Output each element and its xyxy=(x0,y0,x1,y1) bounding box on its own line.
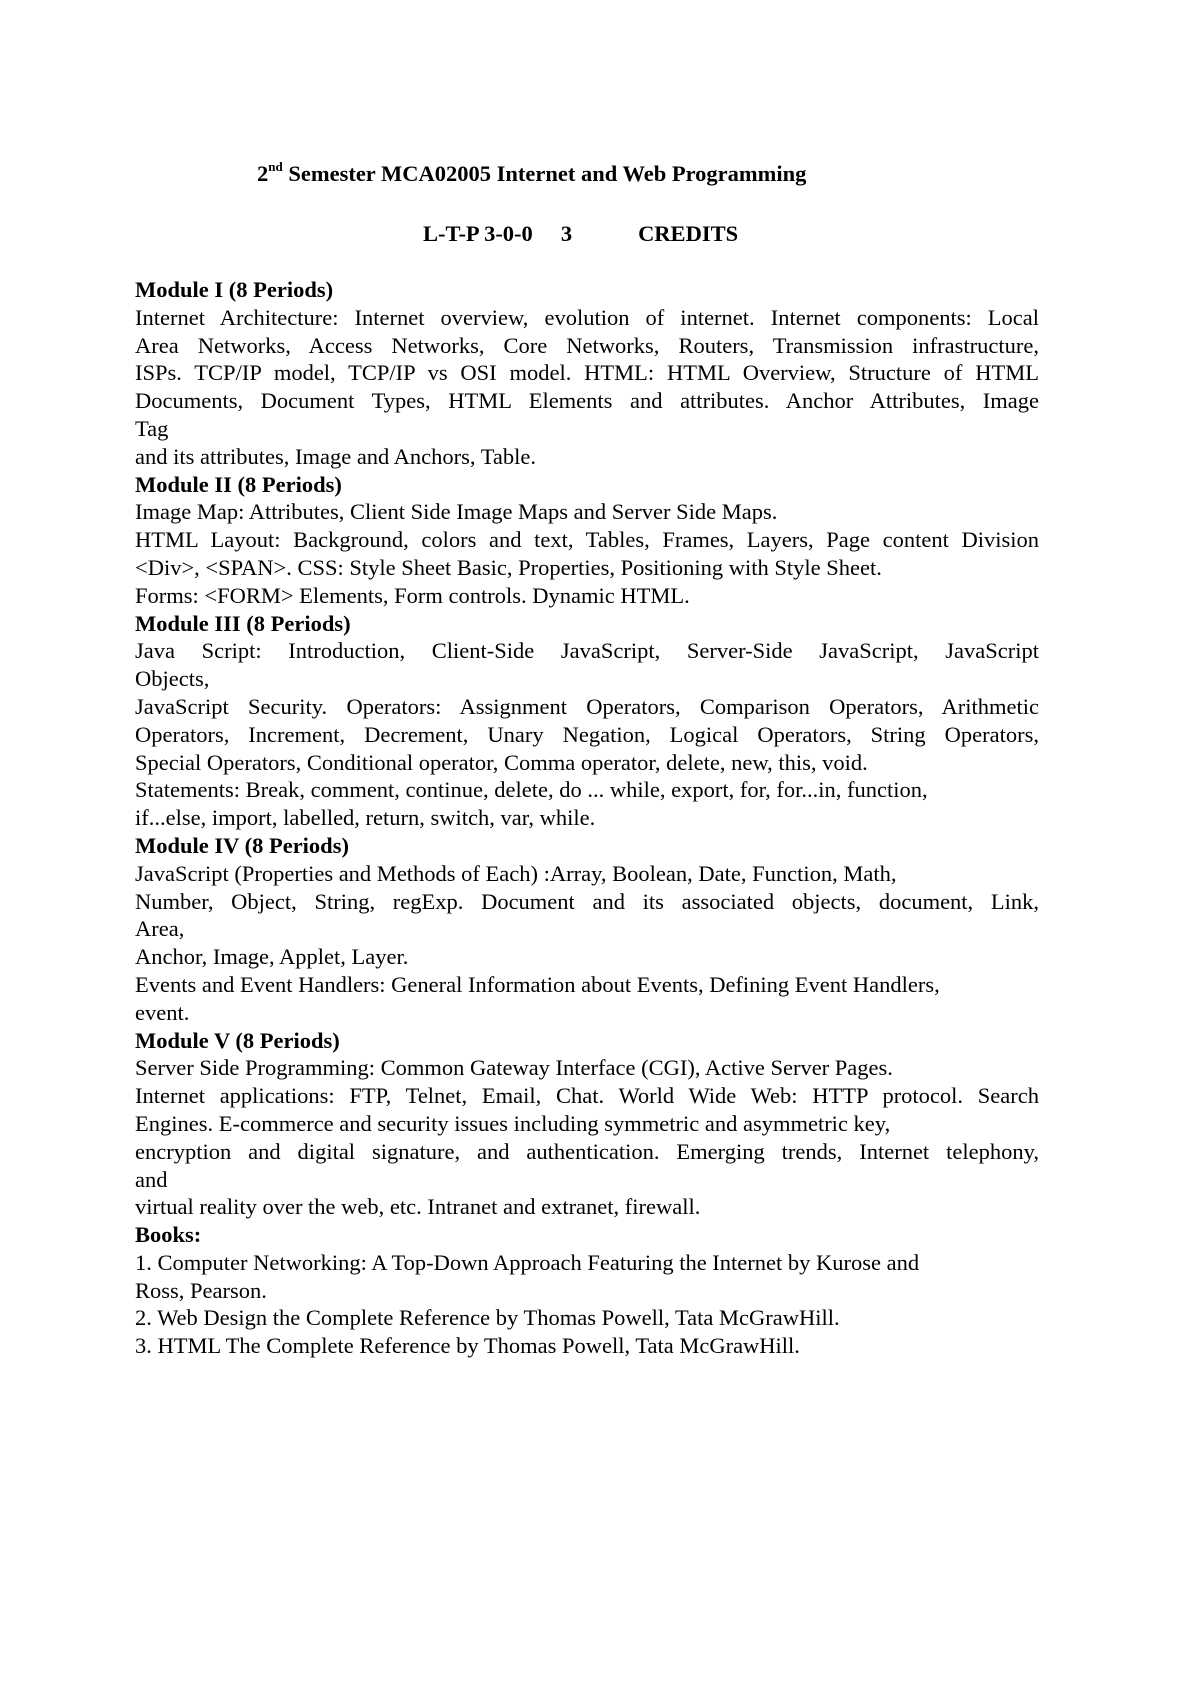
module-1-line: Internet Architecture: Internet overview, evolution of internet. Internet components: Local xyxy=(135,304,1039,330)
module-1-line: ISPs. TCP/IP model, TCP/IP vs OSI model. HTML: HTML Overview, Structure of HTML xyxy=(135,360,1039,386)
module-1-line: and its attributes, Image and Anchors, Table. xyxy=(135,443,537,469)
module-4-line: Number, Object, String, regExp. Document and its associated objects, document, Link, xyxy=(135,888,1039,914)
module-1-heading: Module I (8 Periods) xyxy=(135,277,334,302)
module-2-line: Forms: <FORM> Elements, Form controls. Dynamic HTML. xyxy=(135,582,690,608)
module-1-line: Tag xyxy=(135,415,169,441)
module-2-heading: Module II (8 Periods) xyxy=(135,471,342,497)
module-1-line: Area Networks, Access Networks, Core Networks, Routers, Transmission infrastructure, xyxy=(135,332,1039,358)
ltp-label: L-T-P xyxy=(423,221,479,246)
module-5-line: Server Side Programming: Common Gateway Interface (CGI), Active Server Pages. xyxy=(135,1055,893,1081)
credits-label: CREDITS xyxy=(638,221,739,246)
module-2-line: HTML Layout: Background, colors and text, Tables, Frames, Layers, Page content Division xyxy=(135,527,1039,553)
module-4-line: Anchor, Image, Applet, Layer. xyxy=(135,944,409,970)
module-3-heading: Module III (8 Periods) xyxy=(135,610,351,636)
module-5-line: encryption and digital signature, and authentication. Emerging trends, Internet telephony, xyxy=(135,1138,1039,1164)
course-title xyxy=(257,160,806,188)
module-5-heading: Module V (8 Periods) xyxy=(135,1027,340,1053)
module-2-line: Image Map: Attributes, Client Side Image Maps and Server Side Maps. xyxy=(135,499,778,525)
module-3-line: Operators, Increment, Decrement, Unary Negation, Logical Operators, String Operators, xyxy=(135,721,1039,747)
book-item: Ross, Pearson. xyxy=(135,1277,267,1303)
credit-number: 3 xyxy=(560,221,573,246)
module-4-line: JavaScript (Properties and Methods of Each) :Array, Boolean, Date, Function, Math, xyxy=(135,860,897,886)
book-item: 3. HTML The Complete Reference by Thomas Powell, Tata McGrawHill. xyxy=(135,1333,800,1359)
module-4-line: Area, xyxy=(135,916,185,942)
module-5-line: Engines. E-commerce and security issues including symmetric and asymmetric key, xyxy=(135,1110,891,1136)
credits-line xyxy=(423,220,738,248)
book-item: 1. Computer Networking: A Top-Down Approach Featuring the Internet by Kurose and xyxy=(135,1249,920,1275)
module-3-line: Statements: Break, comment, continue, delete, do ... while, export, for, for...in, function, xyxy=(135,777,928,803)
module-3-line: Objects, xyxy=(135,666,210,692)
module-5-line: virtual reality over the web, etc. Intranet and extranet, firewall. xyxy=(135,1194,701,1220)
module-4-line: event. xyxy=(135,999,190,1025)
book-item: 2. Web Design the Complete Reference by Thomas Powell, Tata McGrawHill. xyxy=(135,1305,840,1331)
module-3-line: JavaScript Security. Operators: Assignment Operators, Comparison Operators, Arithmetic xyxy=(135,693,1039,719)
course-title-text: Semester MCA02005 Internet and Web Programming xyxy=(282,161,807,186)
semester-suffix: nd xyxy=(268,159,283,174)
module-2-line: <Div>, <SPAN>. CSS: Style Sheet Basic, Properties, Positioning with Style Sheet. xyxy=(135,554,882,580)
module-3-line: Java Script: Introduction, Client-Side JavaScript, Server-Side JavaScript, JavaScript xyxy=(135,638,1039,664)
module-1-line: Documents, Document Types, HTML Elements and attributes. Anchor Attributes, Image xyxy=(135,388,1039,414)
module-5-line: Internet applications: FTP, Telnet, Email, Chat. World Wide Web: HTTP protocol. Search xyxy=(135,1083,1039,1109)
module-4-line: Events and Event Handlers: General Information about Events, Defining Event Handlers, xyxy=(135,971,940,997)
module-3-line: if...else, import, labelled, return, switch, var, while. xyxy=(135,805,596,831)
semester-number: 2 xyxy=(257,161,269,186)
ltp-value: 3-0-0 xyxy=(484,221,533,246)
module-4-heading: Module IV (8 Periods) xyxy=(135,832,349,858)
syllabus-body xyxy=(135,276,1039,1360)
books-heading: Books: xyxy=(135,1222,202,1248)
module-3-line: Special Operators, Conditional operator, Comma operator, delete, new, this, void. xyxy=(135,749,868,775)
module-5-line: and xyxy=(135,1166,168,1192)
